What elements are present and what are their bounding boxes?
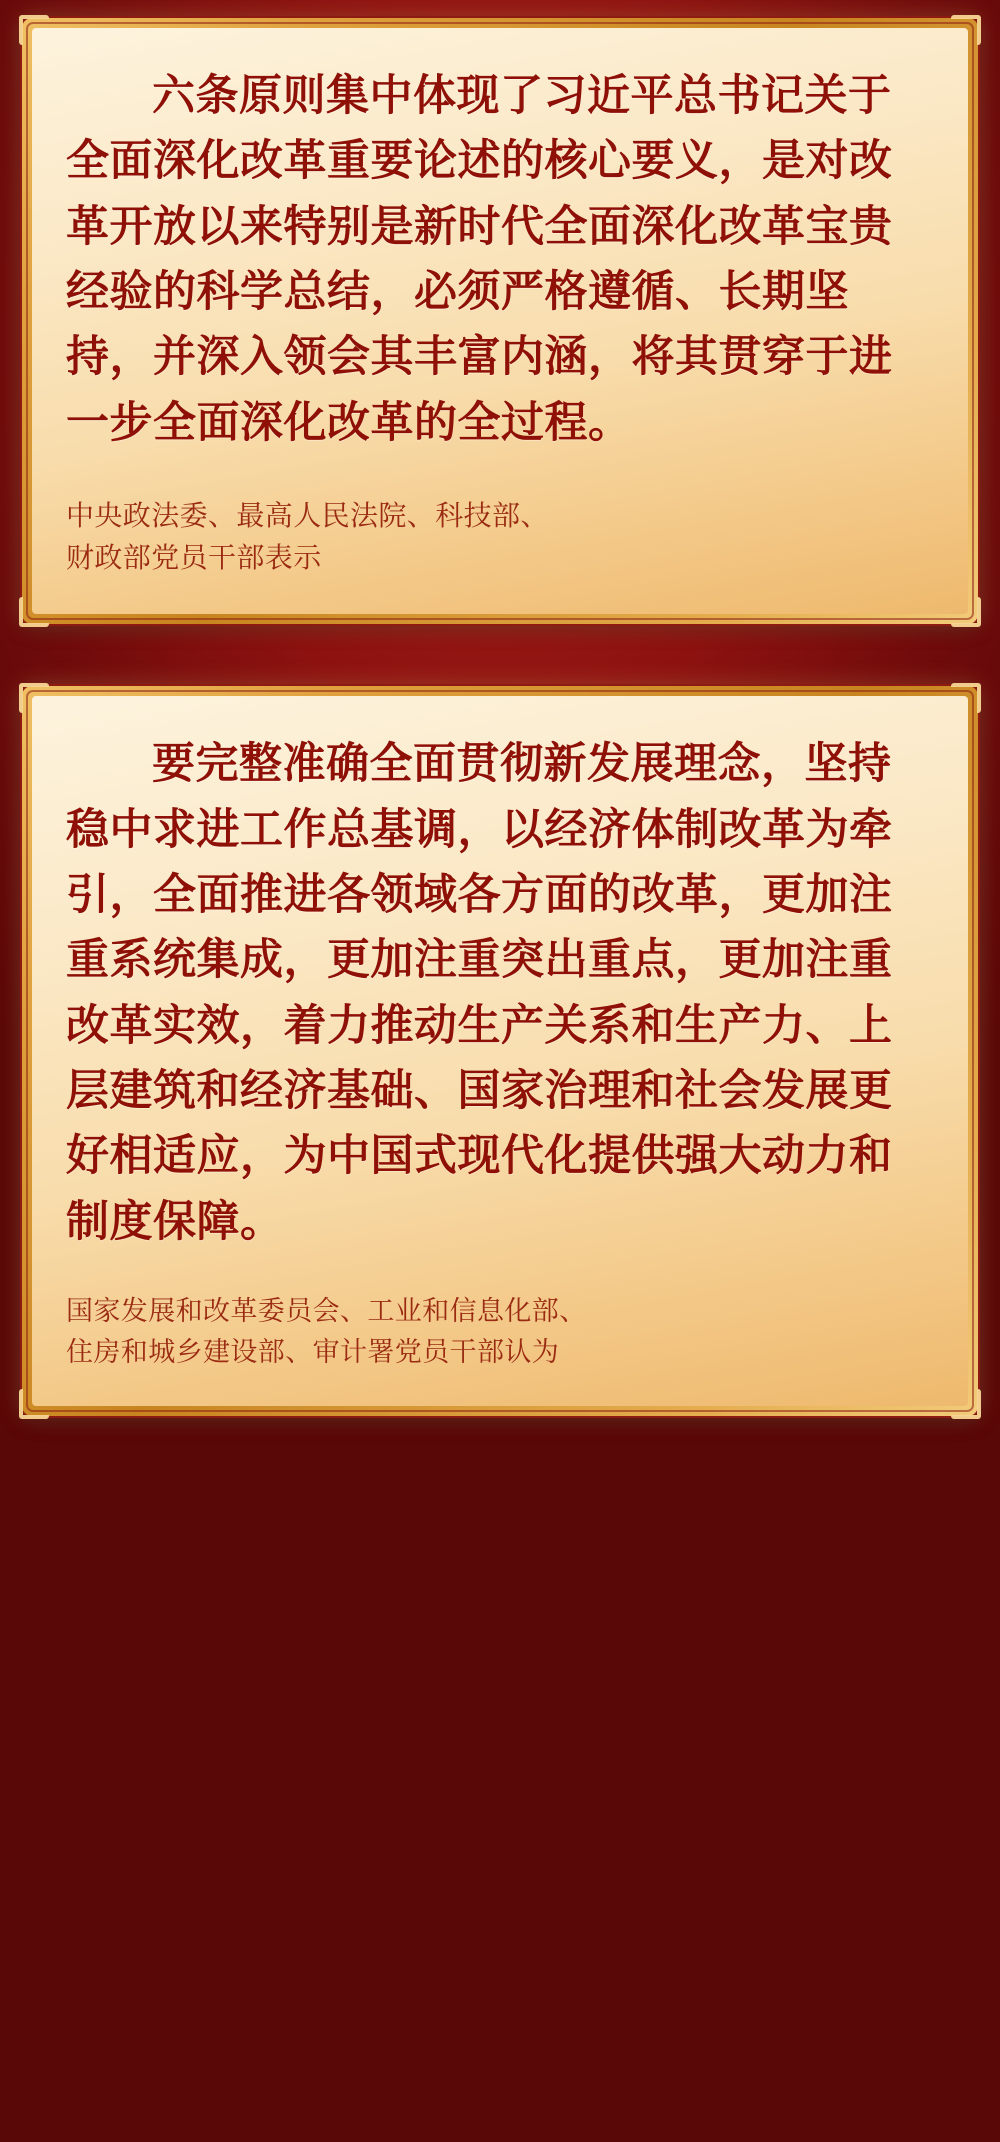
attribution-line: 财政部党员干部表示 [66,543,322,575]
attribution-line: 中央政法委、最高人民法院、科技部、 [66,501,549,533]
quote-attribution [66,496,934,580]
quote-card-inner [32,696,968,1406]
attribution-line: 住房和城乡建设部、审计署党员干部认为 [66,1336,560,1367]
quote-attribution [66,1291,934,1372]
quote-card-inner [32,28,968,614]
quote-text: 要完整准确全面贯彻新发展理念，坚持稳中求进工作总基调，以经济体制改革为牵引，全面推进各领域各方面的改革，更加注重系统集成，更加注重突出重点，更加注重改革实效，着力推动生产关系和生产力、上层建筑和经济基础、国家治理和社会发展更好相适应，为中国式现代化提供强大动力和制度保障。 [66,741,893,1246]
quote-card [22,18,978,624]
quote-text: 六条原则集中体现了习近平总书记关于全面深化改革重要论述的核心要义，是对改革开放以来特别是新时代全面深化改革宝贵经验的科学总结，必须严格遵循、长期坚持，并深入领会其丰富内涵，将其贯穿于进一步全面深化改革的全过程。 [66,73,893,447]
quote-card [22,686,978,1416]
attribution-line: 国家发展和改革委员会、工业和信息化部、 [66,1296,587,1327]
